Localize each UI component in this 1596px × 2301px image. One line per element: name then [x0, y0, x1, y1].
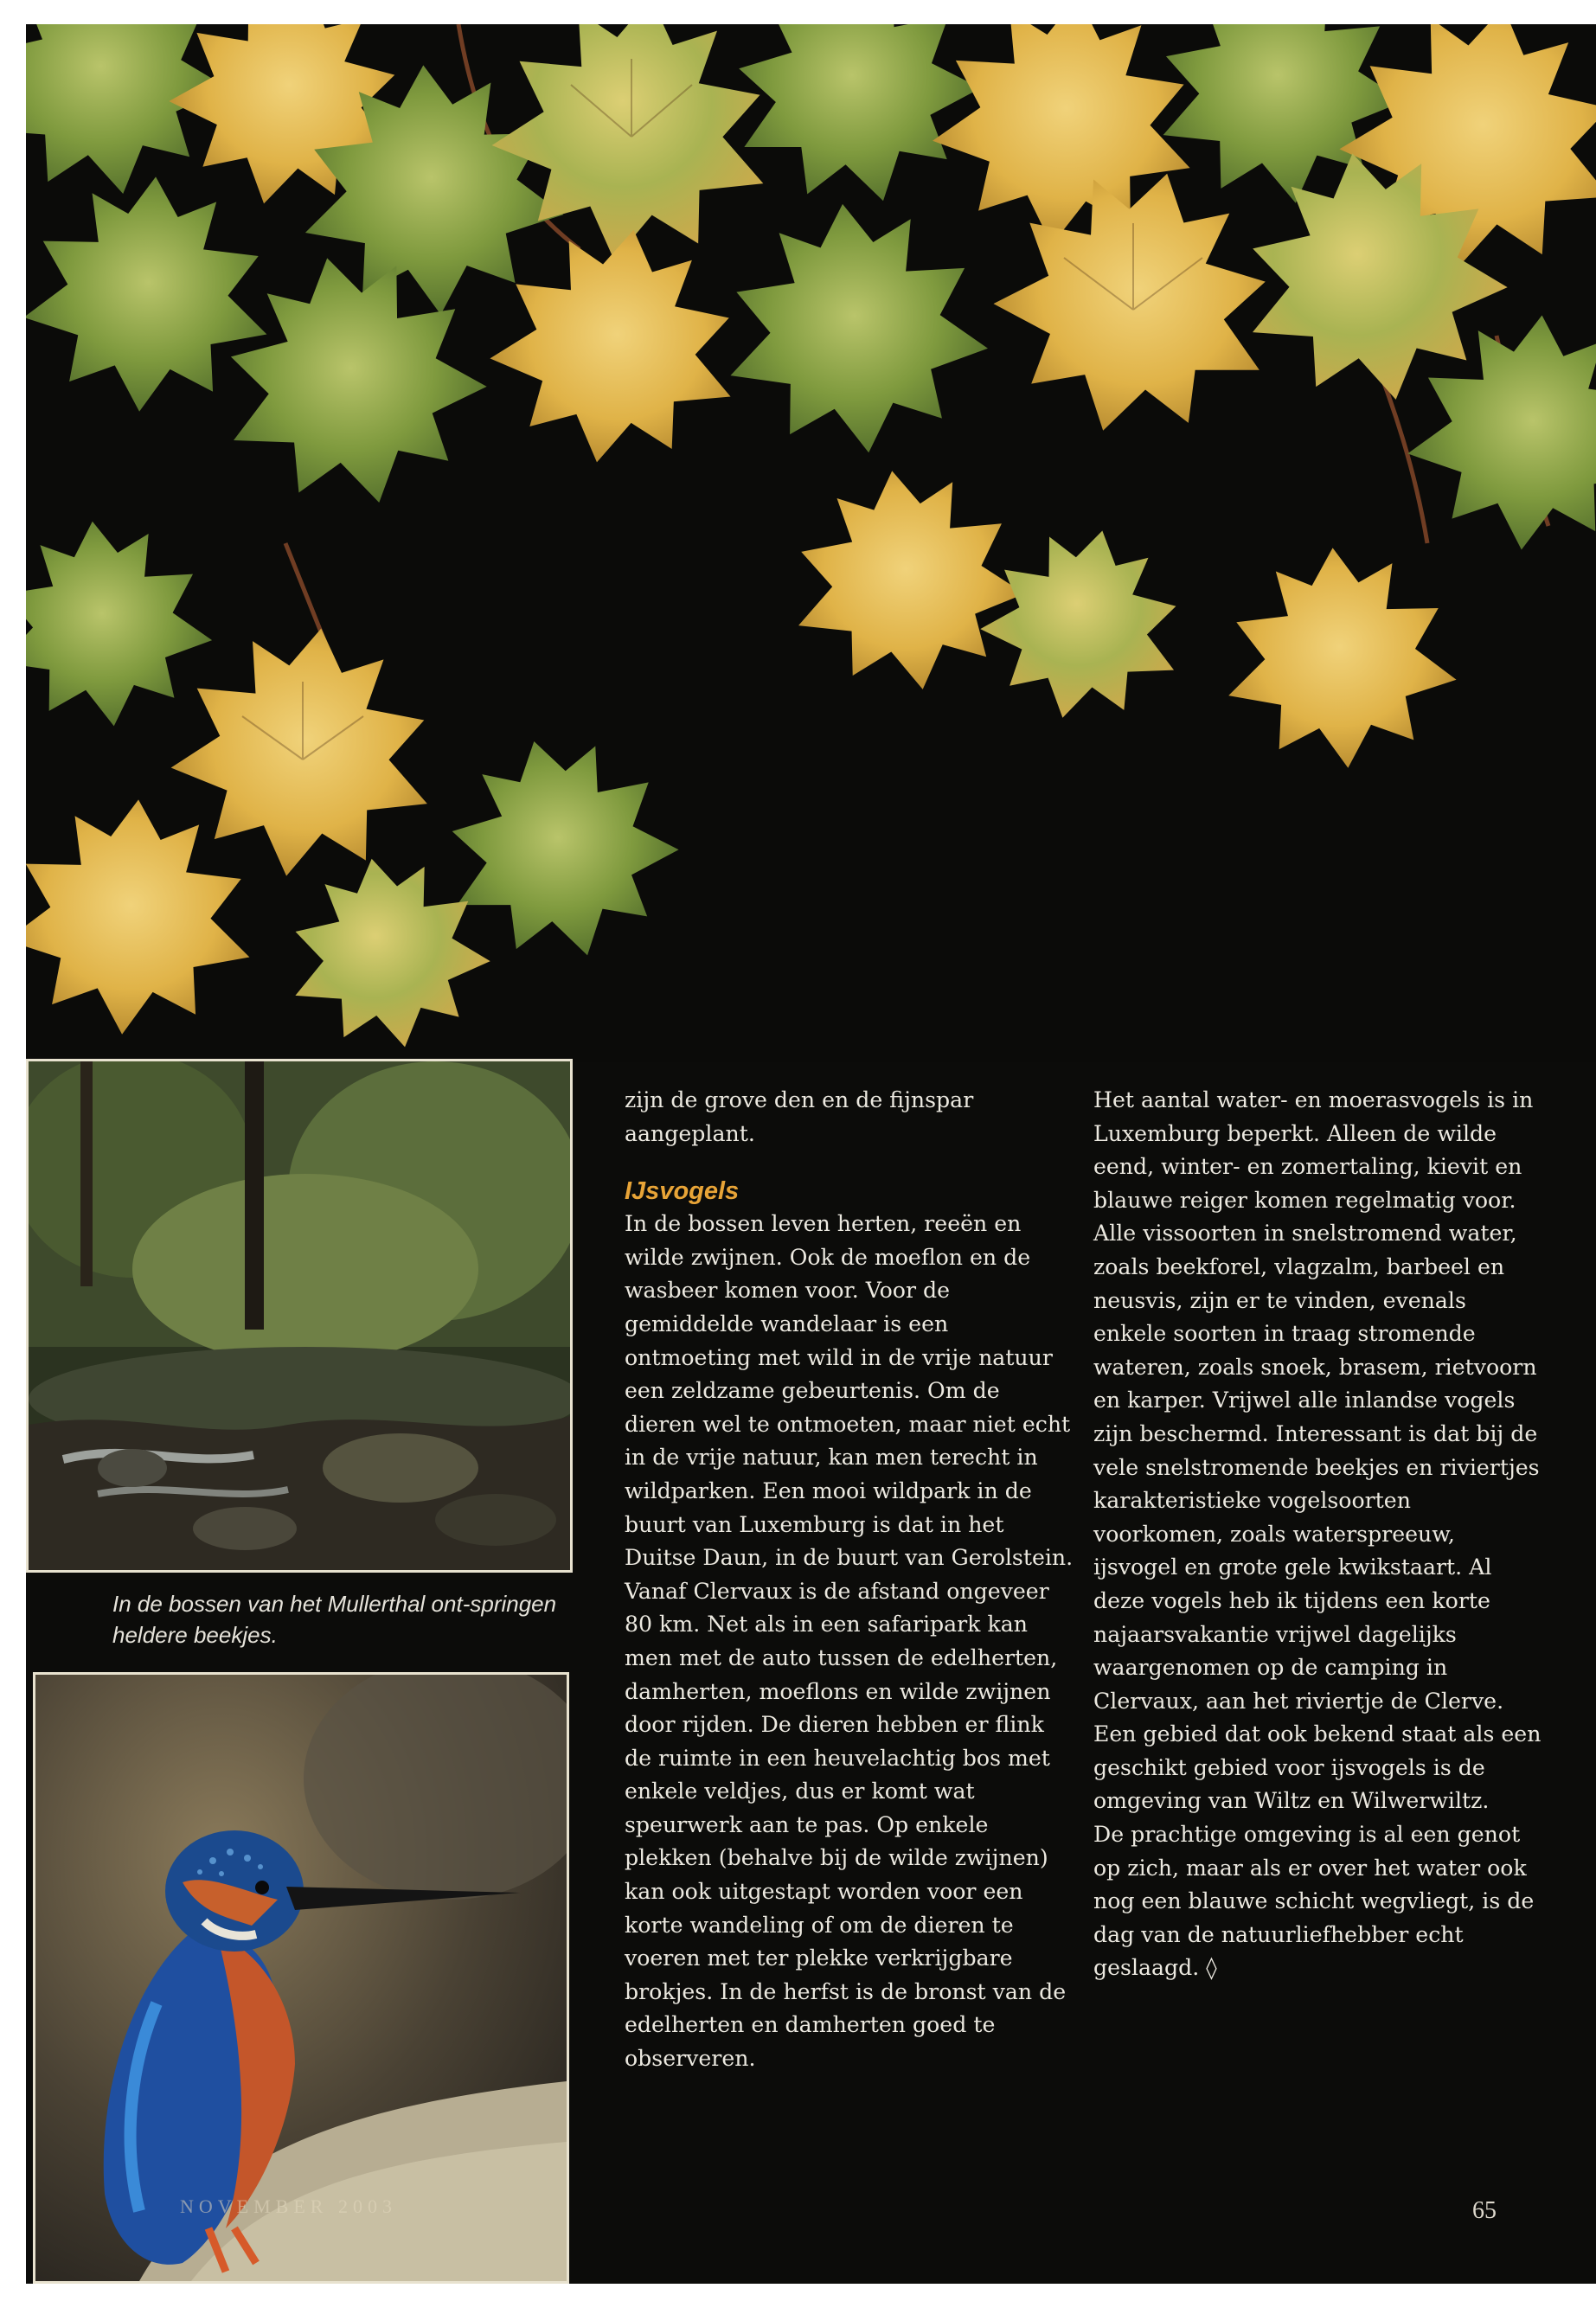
paragraph-conclusion: De prachtige omgeving is al een genot op zich, maar als er over het water ook nog een blauwe schicht wegvliegt, is de dag van de natuurliefhebber echt geslaagd. ◊ — [1093, 1822, 1535, 1981]
magazine-page — [26, 24, 1596, 2284]
photo-caption: In de bossen van het Mullerthal ont-springen heldere beekjes. — [112, 1591, 557, 1648]
page-number: 65 — [1472, 2197, 1497, 2224]
paragraph-wild: In de bossen leven herten, reeën en wilde zwijnen. Ook de moeflon en de wasbeer komen voor. Voor de gemiddelde wandelaar is een ontmoeting met wild in de vrije natuur een zeldzame gebeurtenis. Om de dieren wel te ontmoeten, maar niet echt in de vrije natuur, kan men terecht in wildparken. Een mooi wildpark in de buurt van Luxemburg is dat in het Duitse Daun, in de buurt van Gerolstein. Vanaf Clervaux is de afstand ongeveer 80 km. Net als in een safaripark kan men met de auto tussen de edelherten, damherten, moeflons en wilde zwijnen door rijden. De dieren hebben er flink de ruimte in een heuvelachtig bos met enkele veldjes, dus er komt wat speurwerk aan te pas. Op enkele plekken (behalve bij de wilde zwijnen) kan ook uitgestapt worden voor een korte wandeling of om de dieren te voeren met ter plekke verkrijgbare brokjes. In de herfst is de bronst van de edelherten en damherten goed te observeren. — [625, 1211, 1074, 2072]
stream-illustration — [29, 1061, 570, 1570]
section-heading-ijsvogels: IJsvogels — [625, 1177, 740, 1206]
text-column-middle — [625, 1084, 1074, 2076]
kingfisher-illustration — [35, 1675, 567, 2281]
photo-forest-stream — [26, 1059, 573, 1573]
photo-kingfisher — [33, 1672, 569, 2284]
paragraph-intro: zijn de grove den en de fijnspar aangeplant. — [625, 1087, 974, 1146]
paragraph-watervogels: Het aantal water- en moerasvogels is in Luxemburg beperkt. Alleen de wilde eend, winter- en zomertaling, kievit en blauwe reiger komen regelmatig voor. Alle vissoorten in snelstromend water, zoals beekforel, vlagzalm, barbeel en neusvis, zijn er te vinden, evenals enkele soorten in traag stromende wateren, zoals snoek, brasem, rietvoorn en karper. Vrijwel alle inlandse vogels zijn beschermd. Interessant is dat bij de vele snelstromende beekjes en riviertjes karakteristieke vogelsoorten voorkomen, zoals waterspreeuw, ijsvogel en grote gele kwikstaart. Al deze vogels heb ik tijdens een korte najaarsvakantie vrijwel dagelijks waargenomen op de camping in Clervaux, aan het riviertje de Clerve. Een gebied dat ook bekend staat als een geschikt gebied voor ijsvogels is de omgeving van Wiltz en Wilwerwiltz. — [1093, 1087, 1542, 1814]
footer-issue-date: NOVEMBER 2003 — [180, 2195, 397, 2217]
hero-photo-autumn-leaves — [26, 24, 1596, 1062]
text-column-right — [1093, 1084, 1543, 1985]
leaves-illustration — [26, 24, 1596, 1062]
